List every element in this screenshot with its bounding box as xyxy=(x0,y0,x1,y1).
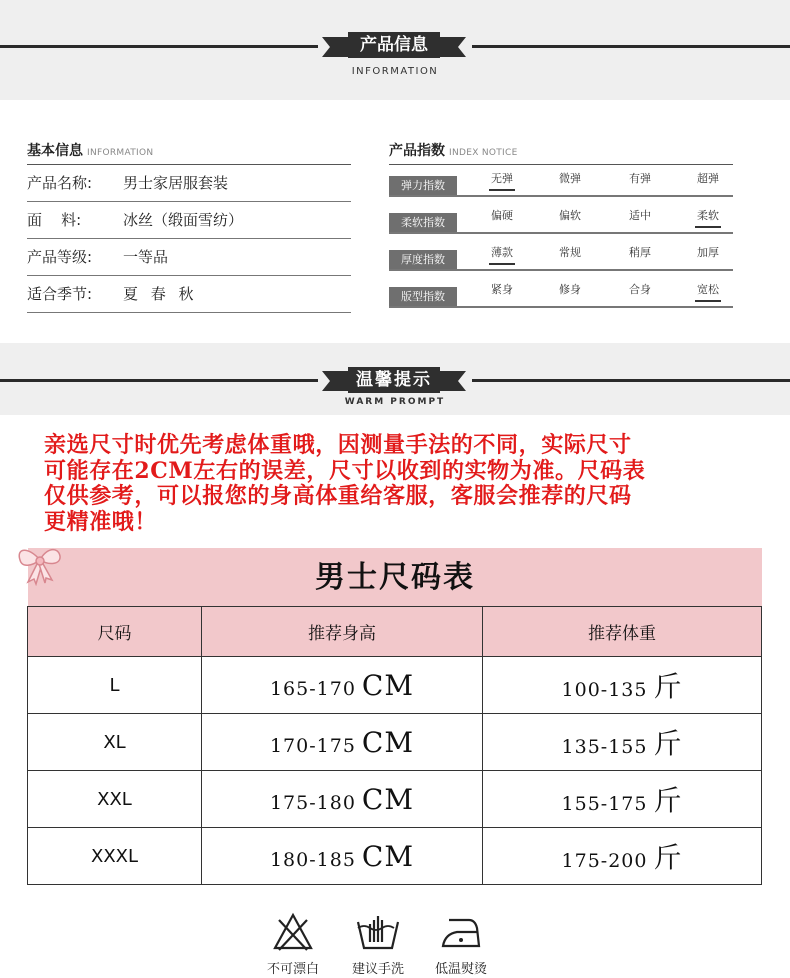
info-header-title: 产品信息 xyxy=(348,32,440,58)
height-unit: CM xyxy=(361,725,415,759)
info-key: 适合季节: xyxy=(27,285,93,303)
height-unit: CM xyxy=(361,782,415,816)
weight-unit: 斤 xyxy=(653,727,683,760)
table-row xyxy=(28,657,762,714)
height-cell xyxy=(202,828,483,885)
low-iron-icon xyxy=(439,912,483,952)
index-option: 超弹 xyxy=(697,172,719,185)
no-bleach-icon xyxy=(272,912,314,952)
bow-icon xyxy=(14,542,66,586)
header-ribbon-fold-left xyxy=(322,37,348,57)
care-low-iron xyxy=(426,912,496,977)
weight-range: 135-155 xyxy=(561,736,648,758)
info-value: 一等品 xyxy=(123,248,169,266)
size-cell: XXL xyxy=(28,771,202,828)
basic-info-panel xyxy=(27,138,351,313)
care-no-bleach xyxy=(258,912,328,977)
prompt-header-band xyxy=(0,343,790,415)
info-key: 面 料: xyxy=(27,211,82,229)
index-info-panel xyxy=(389,138,733,313)
header-rule-left xyxy=(0,45,318,48)
index-row xyxy=(389,202,733,239)
height-range: 180-185 xyxy=(269,848,356,871)
size-table-title: 男士尺码表 xyxy=(28,548,762,606)
index-row-line xyxy=(389,269,733,271)
table-row xyxy=(28,714,762,771)
index-row xyxy=(389,239,733,276)
hand-wash-icon xyxy=(354,912,402,952)
height-range: 165-170 xyxy=(269,677,356,700)
height-unit: CM xyxy=(361,839,415,873)
prompt-header-title: 温馨提示 xyxy=(348,367,440,393)
info-key: 产品等级: xyxy=(27,248,93,266)
index-option: 偏软 xyxy=(559,209,581,222)
notice-line: 更精准哦！ xyxy=(44,508,158,535)
weight-cell xyxy=(483,714,762,771)
size-table-body xyxy=(28,657,762,885)
index-label: 弹力指数 xyxy=(389,176,457,195)
index-option-selected: 无弹 xyxy=(489,169,515,191)
basic-info-title-en: INFORMATION xyxy=(87,148,154,158)
index-row xyxy=(389,276,733,313)
size-table xyxy=(27,606,762,885)
height-cell xyxy=(202,771,483,828)
info-row-grade xyxy=(27,239,351,276)
index-option: 常规 xyxy=(559,246,581,259)
header-weight: 推荐体重 xyxy=(483,607,762,657)
header-ribbon-fold-left xyxy=(322,371,348,391)
header-ribbon-fold-right xyxy=(440,37,466,57)
basic-info-title: 基本信息 xyxy=(27,143,83,159)
header-size: 尺码 xyxy=(28,607,202,657)
index-option-selected: 薄款 xyxy=(489,243,515,265)
info-header-band xyxy=(0,0,790,100)
height-cell xyxy=(202,657,483,714)
info-value: 冰丝（缎面雪纺） xyxy=(123,211,244,229)
height-range: 175-180 xyxy=(269,791,356,814)
index-label: 版型指数 xyxy=(389,287,457,306)
index-option: 微弹 xyxy=(559,172,581,185)
care-label: 建议手洗 xyxy=(351,962,404,977)
size-cell: XXXL xyxy=(28,828,202,885)
header-rule-right xyxy=(472,379,790,382)
notice-line: 亲选尺寸时优先考虑体重哦，因测量手法的不同，实际尺寸 xyxy=(44,432,632,458)
header-height: 推荐身高 xyxy=(202,607,483,657)
index-row-line xyxy=(389,195,733,197)
weight-unit: 斤 xyxy=(653,841,683,874)
index-option: 紧身 xyxy=(491,283,513,296)
index-option-selected: 柔软 xyxy=(695,206,721,228)
weight-unit: 斤 xyxy=(653,784,683,817)
weight-cell xyxy=(483,771,762,828)
index-option-selected: 宽松 xyxy=(695,280,721,302)
index-option: 加厚 xyxy=(697,246,719,259)
prompt-header-subtitle: WARM PROMPT xyxy=(344,397,446,407)
size-table-header-row xyxy=(28,607,762,657)
index-option: 有弹 xyxy=(629,172,651,185)
header-ribbon-fold-right xyxy=(440,371,466,391)
table-row xyxy=(28,771,762,828)
header-rule-right xyxy=(472,45,790,48)
size-cell: XL xyxy=(28,714,202,771)
index-label: 柔软指数 xyxy=(389,213,457,232)
info-key: 产品名称: xyxy=(27,174,93,192)
height-unit: CM xyxy=(361,668,415,702)
info-row-name xyxy=(27,165,351,202)
sizing-notice xyxy=(44,433,764,535)
height-range: 170-175 xyxy=(269,734,356,757)
index-row xyxy=(389,165,733,202)
basic-info-heading xyxy=(27,138,351,165)
index-rows xyxy=(389,165,733,313)
header-rule-left xyxy=(0,379,318,382)
weight-cell xyxy=(483,828,762,885)
index-option: 适中 xyxy=(629,209,651,222)
height-cell xyxy=(202,714,483,771)
care-label: 不可漂白 xyxy=(266,962,319,977)
info-row-fabric xyxy=(27,202,351,239)
care-label: 低温熨烫 xyxy=(434,962,487,977)
info-row-season xyxy=(27,276,351,313)
weight-range: 100-135 xyxy=(561,679,648,701)
weight-unit: 斤 xyxy=(653,670,683,703)
index-info-title: 产品指数 xyxy=(389,143,445,159)
index-info-title-en: INDEX NOTICE xyxy=(449,148,518,158)
index-option: 合身 xyxy=(629,283,651,296)
weight-range: 175-200 xyxy=(561,850,648,872)
info-value: 男士家居服套装 xyxy=(123,174,229,192)
index-option: 稍厚 xyxy=(629,246,651,259)
index-option: 修身 xyxy=(559,283,581,296)
info-header-subtitle: INFORMATION xyxy=(351,66,439,77)
weight-range: 155-175 xyxy=(561,793,648,815)
info-value: 夏 春 秋 xyxy=(123,285,198,303)
index-row-line xyxy=(389,306,733,308)
table-row xyxy=(28,828,762,885)
index-option: 偏硬 xyxy=(491,209,513,222)
notice-line: 仅供参考，可以报您的身高体重给客服，客服会推荐的尺码 xyxy=(44,483,632,509)
size-cell: L xyxy=(28,657,202,714)
index-label: 厚度指数 xyxy=(389,250,457,269)
index-row-line xyxy=(389,232,733,234)
index-info-heading xyxy=(389,138,733,165)
notice-line: 可能存在2CM左右的误差，尺寸以收到的实物为准。尺码表 xyxy=(44,457,646,484)
weight-cell xyxy=(483,657,762,714)
care-hand-wash xyxy=(343,912,413,977)
